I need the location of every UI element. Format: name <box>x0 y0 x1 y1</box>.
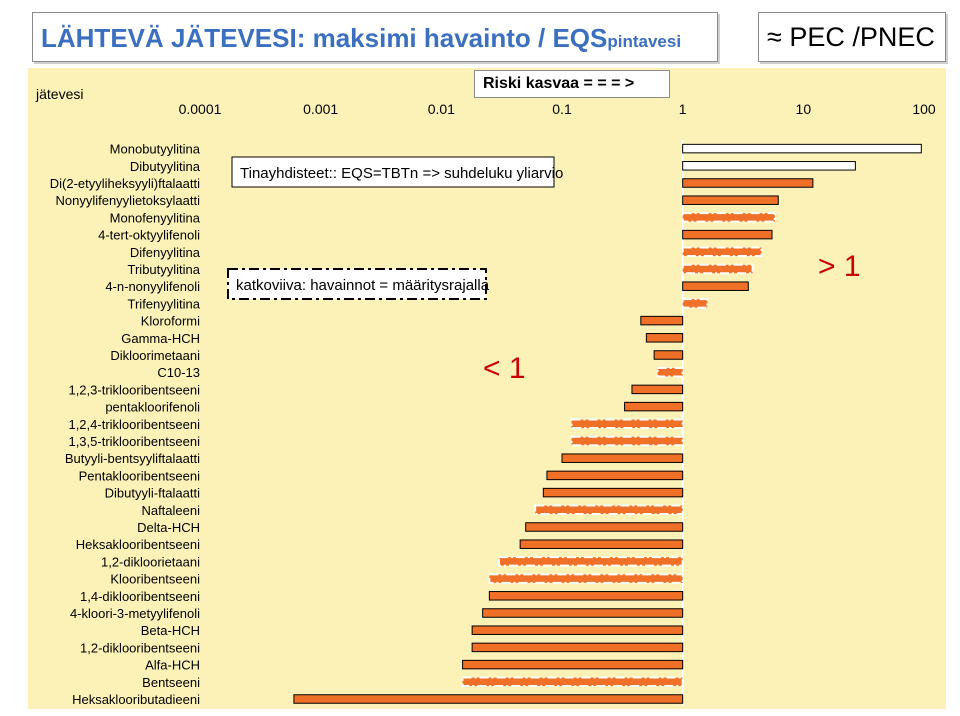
bar <box>658 368 683 377</box>
bar <box>562 454 683 463</box>
category-label: Kloroformi <box>140 313 200 329</box>
pec-pnec-label: ≈ PEC /PNEC <box>767 22 935 52</box>
bar <box>463 678 683 687</box>
risk-box <box>474 70 670 98</box>
annotation-tinayhdisteet: Tinayhdisteet:: EQS=TBTn => suhdeluku yliarvio <box>240 165 564 182</box>
category-label: 1,2-dikloorietaani <box>100 554 200 570</box>
bar <box>483 609 683 618</box>
x-tick-label: 0.0001 <box>178 101 222 117</box>
pec-pnec-box <box>758 12 946 62</box>
title-sub-text: pintavesi <box>607 32 682 51</box>
bar <box>683 162 856 171</box>
bar <box>654 351 683 360</box>
bar <box>499 557 683 566</box>
category-label: Alfa-HCH <box>145 657 200 673</box>
category-label: C10-13 <box>157 365 200 381</box>
bar <box>683 248 762 256</box>
bar <box>683 144 922 153</box>
bar <box>547 471 683 480</box>
category-label: 1,3,5-triklooribentseeni <box>68 434 200 449</box>
category-label: Dibutyylitina <box>129 158 200 174</box>
category-label: Delta-HCH <box>137 520 200 535</box>
bar <box>472 643 683 652</box>
bar <box>489 592 682 601</box>
bar <box>683 196 779 205</box>
bar <box>683 282 749 291</box>
category-label: Trifenyylitina <box>127 296 200 312</box>
category-label: Tributyylitina <box>127 262 200 277</box>
bar <box>683 213 775 222</box>
category-label: Nonyylifenyylietoksylaatti <box>55 193 200 209</box>
bar <box>646 334 682 343</box>
category-label: Heksaklooribentseeni <box>75 537 200 553</box>
category-label: 1,2-diklooribentseeni <box>80 640 200 656</box>
bar <box>625 402 683 411</box>
bar <box>535 506 682 515</box>
slide-title <box>41 23 681 54</box>
category-label: pentakloorifenoli <box>105 399 200 415</box>
category-label: Pentaklooribentseeni <box>78 468 200 484</box>
x-tick-label: 0.001 <box>303 101 339 117</box>
category-label: Bentseeni <box>142 674 200 690</box>
risk-label: Riski kasvaa = = = > <box>483 75 635 92</box>
category-label: Dibutyyli-ftalaatti <box>104 485 200 501</box>
bar <box>526 523 683 532</box>
bar <box>463 660 683 669</box>
bar <box>543 488 682 497</box>
bar <box>294 695 683 704</box>
annotation-greater-than-one: > 1 <box>818 250 861 283</box>
x-tick-label: 10 <box>795 101 812 117</box>
category-label: 1,4-diklooribentseeni <box>80 588 200 604</box>
category-label: Monofenyylitina <box>109 210 200 226</box>
bar <box>489 574 682 583</box>
category-label: Di(2-etyyliheksyyli)ftalaatti <box>49 176 200 191</box>
bar <box>641 316 683 325</box>
bar <box>472 626 683 635</box>
bar <box>572 420 683 429</box>
category-label: Naftaleeni <box>141 502 200 518</box>
category-label: Gamma-HCH <box>121 330 200 346</box>
category-label: Heksaklooributadieeni <box>72 692 200 707</box>
bar <box>632 385 683 394</box>
category-label: 4-tert-oktyylifenoli <box>98 227 200 243</box>
category-label: 4-kloori-3-metyylifenoli <box>69 606 200 621</box>
title-box <box>32 12 718 62</box>
title-main-text: LÄHTEVÄ JÄTEVESI: maksimi havainto / EQS <box>41 23 608 53</box>
category-label: 1,2,4-triklooribentseeni <box>68 416 200 432</box>
bar <box>683 299 708 308</box>
bar <box>572 437 683 446</box>
bar <box>683 230 772 239</box>
category-label: Butyyli-bentsyyliftalaatti <box>64 451 200 467</box>
category-label: Klooribentseeni <box>110 571 200 587</box>
bar <box>520 540 683 549</box>
category-label: 4-n-nonyylifenoli <box>105 279 200 295</box>
x-tick-label: 0.1 <box>552 101 572 117</box>
x-tick-label: 100 <box>912 101 936 117</box>
x-axis-label: jätevesi <box>36 86 84 102</box>
x-tick-label: 0.01 <box>427 101 455 117</box>
category-label: 1,2,3-triklooribentseeni <box>68 382 200 398</box>
category-label: Difenyylitina <box>129 244 200 260</box>
annotation-less-than-one: < 1 <box>483 352 526 385</box>
category-label: Dikloorimetaani <box>110 348 200 363</box>
category-label: Beta-HCH <box>140 623 200 639</box>
bar <box>683 179 813 188</box>
bar <box>683 265 753 274</box>
category-label: Monobutyylitina <box>109 141 200 157</box>
x-tick-label: 1 <box>678 101 687 117</box>
annotation-katkoviiva: katkoviiva: havainnot = määritysrajalla <box>236 277 490 294</box>
